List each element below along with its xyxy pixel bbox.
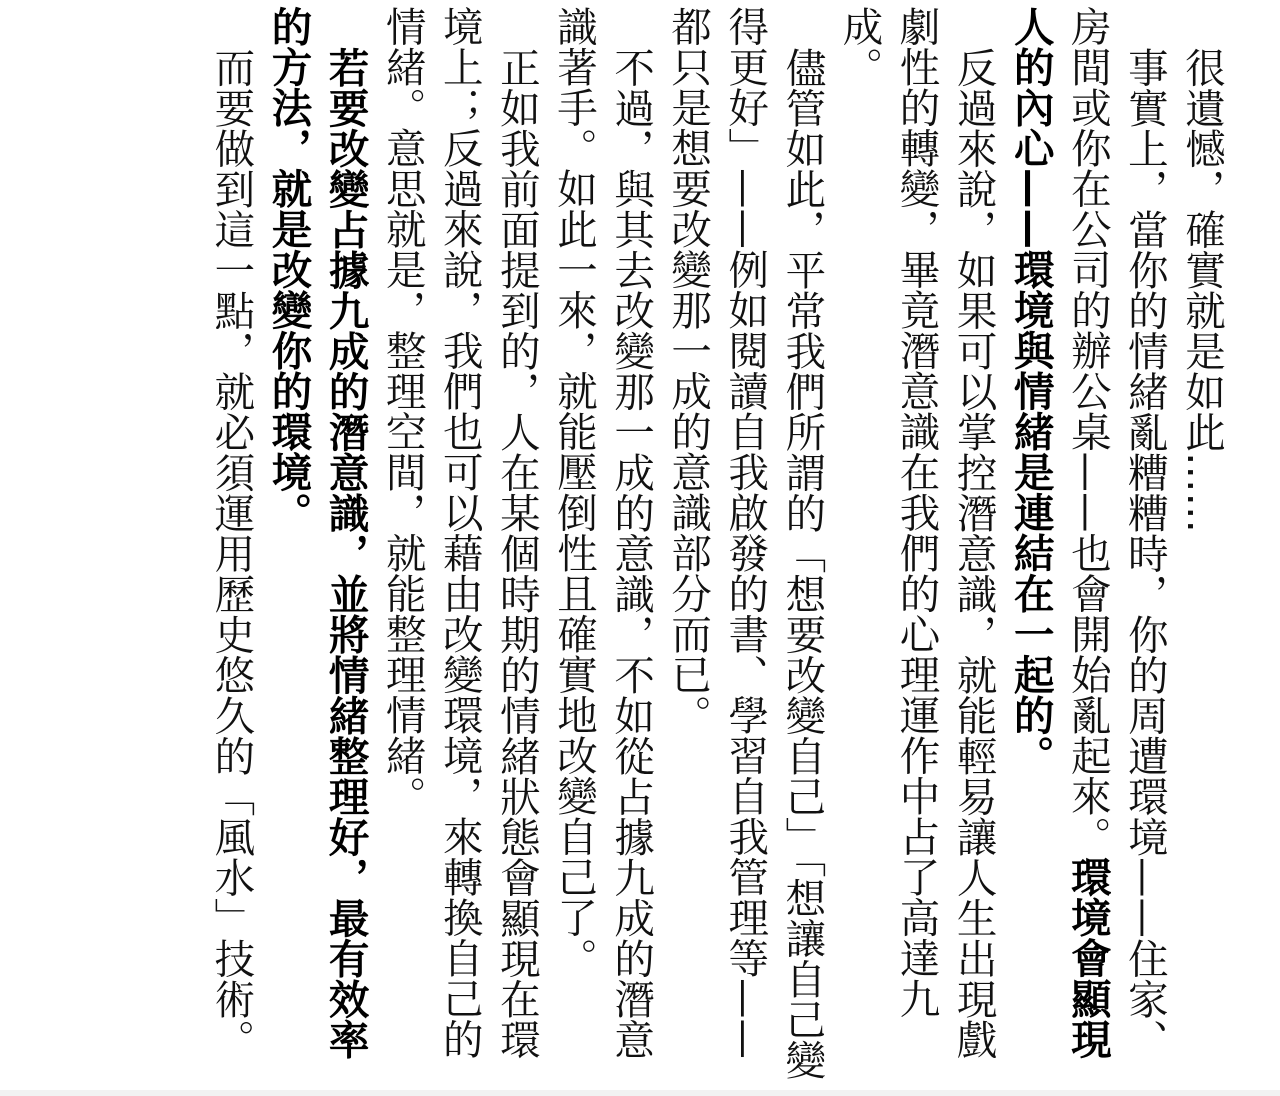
vertical-text-column (202, 6, 1230, 1088)
paragraph (374, 6, 545, 1088)
page-bottom-edge (0, 1090, 1280, 1096)
body-text: 反過來說，如果可以掌控潛意識，就能輕易讓人生出現戲劇性的轉變，畢竟潛意識在我們的心理運作中占了高達九成。 (835, 6, 998, 1059)
paragraph (259, 6, 373, 1088)
paragraph (545, 6, 659, 1088)
body-text: 事實上，當你的情緒亂糟糟時，你的周遭環境——住家、房間或你在公司的辦公桌——也會開始亂起來。 (1063, 6, 1169, 1059)
body-text: 不過，與其去改變那一成的意識，不如從占據九成的潛意識著手。如此一來，就能壓倒性且確實地改變自己了。 (549, 6, 656, 1059)
paragraph (1173, 6, 1230, 1088)
body-text: 儘管如此，平常我們所謂的「想要改變自己」「想讓自己變得更好」——例如閱讀自我啟發的書、學習自我管理等——都只是想要改變那一成的意識部分而已。 (664, 6, 827, 1080)
emphasized-text: 環境會顯現人的內心——環境與情緒是連結在一起的。 (1006, 6, 1112, 1059)
paragraph (830, 6, 1001, 1088)
body-text: 很遺憾，確實就是如此…… (1178, 46, 1226, 533)
paragraph (202, 6, 259, 1088)
paragraph (1002, 6, 1173, 1088)
emphasized-text: 若要改變占據九成的潛意識，並將情緒整理好，最有效率的方法，就是改變你的環境。 (264, 6, 370, 1059)
body-text: 而要做到這一點，就必須運用歷史悠久的「風水」技術。 (207, 46, 256, 1059)
paragraph (659, 6, 830, 1088)
body-text: 正如我前面提到的，人在某個時期的情緒狀態會顯現在環境上；反過來說，我們也可以藉由改變環境，來轉換自己的情緒。意思就是，整理空間，就能整理情緒。 (378, 6, 541, 1059)
